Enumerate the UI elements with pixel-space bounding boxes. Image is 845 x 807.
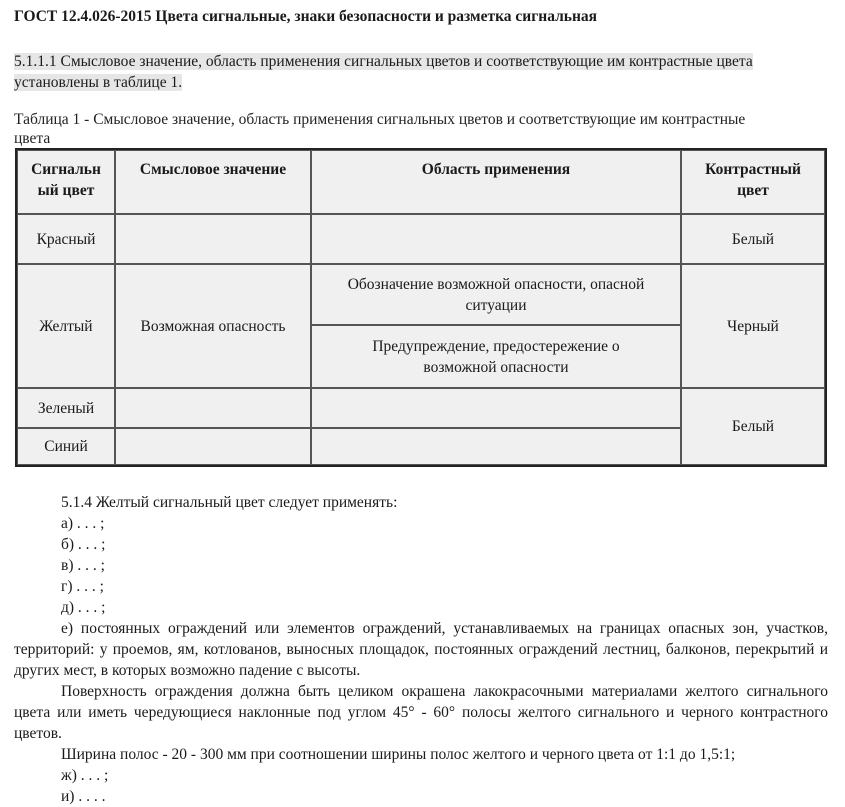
table-caption xyxy=(14,110,834,148)
row-red-contrast xyxy=(681,214,825,264)
row-green-meaning xyxy=(115,388,311,428)
header-signal-color-line-1: Сигнальн xyxy=(31,161,101,178)
row-yellow-application-1-line-2: ситуации xyxy=(465,296,527,314)
list-item-a: а) . . . ; xyxy=(61,515,105,532)
row-green-blue-contrast-label: Белый xyxy=(731,418,775,435)
row-yellow-application-2 xyxy=(311,325,681,388)
row-yellow-application-1-line-1: Обозначение возможной опасности, опасной xyxy=(347,275,645,293)
row-red-meaning xyxy=(115,214,311,264)
row-yellow-application-2-line-1: Предупреждение, предостережение о xyxy=(372,337,620,355)
header-contrast-line-1: Контрастный xyxy=(705,161,801,178)
row-yellow-color-label: Желтый xyxy=(39,317,93,335)
row-red-application xyxy=(311,214,681,264)
row-yellow-application-1 xyxy=(311,264,681,325)
header-application-label: Область применения xyxy=(421,161,571,178)
row-green-blue-contrast xyxy=(681,388,825,465)
row-red-color-label: Красный xyxy=(36,230,96,248)
row-red-color xyxy=(17,214,115,264)
header-meaning-label: Смысловое значение xyxy=(139,161,287,178)
list-item-v: в) . . . ; xyxy=(61,557,105,574)
header-application xyxy=(311,150,681,214)
row-blue-application xyxy=(311,428,681,465)
header-contrast-color xyxy=(681,150,825,214)
row-green-application xyxy=(311,388,681,428)
list-item-g: г) . . . ; xyxy=(61,578,104,595)
row-yellow-color xyxy=(17,264,115,388)
header-meaning xyxy=(115,150,311,214)
row-yellow-meaning xyxy=(115,264,311,388)
paragraph-stripe-width: Ширина полос - 20 - 300 мм при соотношении ширины полос желтого и черного цвета от 1:1 до 1,5:1; xyxy=(61,746,736,763)
row-red-contrast-label: Белый xyxy=(731,230,775,248)
list-item-e: е) постоянных ограждений или элементов ограждений, устанавливаемых на границах опасных зон, участков, территорий: у проемов, ям, котлованов, выносных площадок, постоянных ограждений лестниц, балконов, перекрытий и других мест, в которых возможно падение с высоты. xyxy=(14,620,828,679)
table-caption-line-1: Таблица 1 - Смысловое значение, область применения сигнальных цветов и соответствующие им контрастные xyxy=(14,111,746,128)
row-yellow-contrast xyxy=(681,264,825,388)
row-blue-color-label: Синий xyxy=(44,438,88,455)
row-yellow-meaning-label: Возможная опасность xyxy=(140,317,286,335)
row-yellow-application-2-line-2: возможной опасности xyxy=(423,358,569,376)
signal-colors-table xyxy=(15,148,827,467)
row-yellow-contrast-label: Черный xyxy=(727,317,779,335)
list-item-zh: ж) . . . ; xyxy=(61,767,109,784)
section-514-heading: 5.1.4 Желтый сигнальный цвет следует применять: xyxy=(61,494,398,511)
row-green-color xyxy=(17,388,115,428)
intro-paragraph xyxy=(14,51,802,93)
intro-text-highlight: 5.1.1.1 Смысловое значение, область применения сигнальных цветов и соответствующие им контрастные цвета установлены в таблице 1. xyxy=(14,53,753,91)
row-blue-meaning xyxy=(115,428,311,465)
document-title: ГОСТ 12.4.026-2015 Цвета сигнальные, знаки безопасности и разметка сигнальная xyxy=(14,8,598,25)
header-signal-color xyxy=(17,150,115,214)
table-caption-line-2: цвета xyxy=(14,130,51,147)
header-signal-color-line-2: ый цвет xyxy=(37,182,95,199)
header-contrast-line-2: цвет xyxy=(737,182,769,199)
list-item-d: д) . . . ; xyxy=(61,599,106,616)
list-item-b: б) . . . ; xyxy=(61,536,106,553)
row-blue-color xyxy=(17,428,115,465)
list-item-i: и) . . . . xyxy=(61,788,106,805)
row-green-color-label: Зеленый xyxy=(37,399,95,417)
paragraph-surface: Поверхность ограждения должна быть целиком окрашена лакокрасочными материалами желтого сигнального цвета или иметь чередующиеся наклонные под углом 45° - 60° полосы желтого сигнального и черного контрастного цветов. xyxy=(14,683,828,742)
